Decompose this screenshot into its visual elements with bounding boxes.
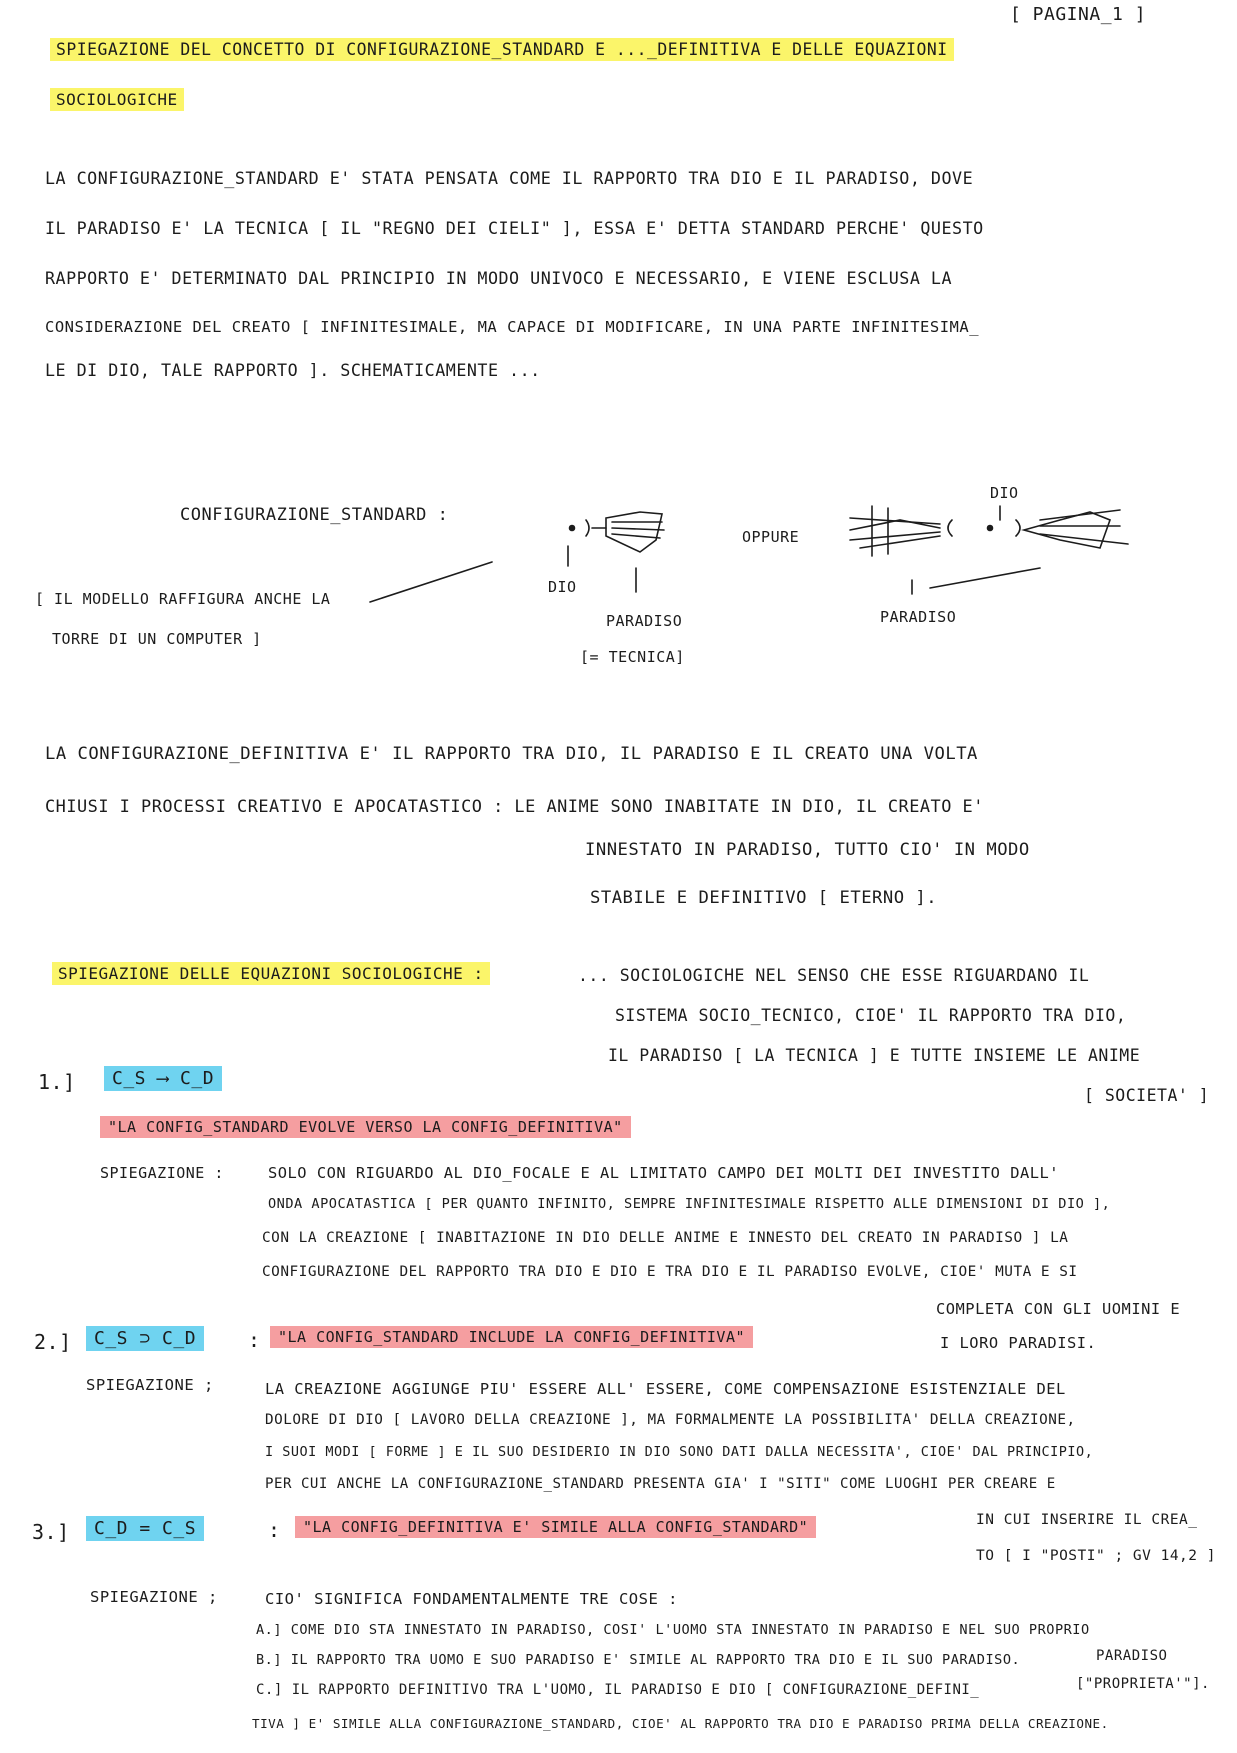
equation-meaning: "LA CONFIG_STANDARD EVOLVE VERSO LA CONFIG_DEFINITIVA" [100, 1116, 631, 1138]
dio-label: DIO [548, 578, 577, 596]
equations-intro-line: IL PARADISO [ LA TECNICA ] E TUTTE INSIEME LE ANIME [608, 1046, 1141, 1065]
explanation-line: CON LA CREAZIONE [ INABITAZIONE IN DIO DELLE ANIME E INNESTO DEL CREATO IN PARADISO ] LA [262, 1230, 1069, 1246]
definitiva-line: LA CONFIGURAZIONE_DEFINITIVA E' IL RAPPORTO TRA DIO, IL PARADISO E IL CREATO UNA VOLTA [45, 744, 978, 764]
intro-line: RAPPORTO E' DETERMINATO DAL PRINCIPIO IN MODO UNIVOCO E NECESSARIO, E VIENE ESCLUSA LA [45, 268, 953, 288]
intro-line: CONSIDERAZIONE DEL CREATO [ INFINITESIMALE, MA CAPACE DI MODIFICARE, IN UNA PARTE INFINITESIMA_ [45, 318, 980, 336]
tecnica-label: [= TECNICA] [580, 648, 685, 666]
explanation-label: SPIEGAZIONE ; [90, 1588, 218, 1606]
oppure-label: OPPURE [742, 528, 800, 546]
intro-line: IL PARADISO E' LA TECNICA [ IL "REGNO DEI CIELI" ], ESSA E' DETTA STANDARD PERCHE' QUESTO [45, 218, 984, 238]
page-title-line1: SPIEGAZIONE DEL CONCETTO DI CONFIGURAZIONE_STANDARD E ..._DEFINITIVA E DELLE EQUAZIONI [50, 38, 954, 61]
explanation-line: PARADISO [1096, 1648, 1168, 1664]
diagram-note-line2: TORRE DI UN COMPUTER ] [52, 630, 262, 648]
intro-line: LA CONFIGURAZIONE_STANDARD E' STATA PENSATA COME IL RAPPORTO TRA DIO E IL PARADISO, DOVE [45, 168, 974, 188]
explanation-label: SPIEGAZIONE ; [86, 1376, 214, 1394]
equations-heading: SPIEGAZIONE DELLE EQUAZIONI SOCIOLOGICHE : [52, 962, 490, 985]
intro-line: LE DI DIO, TALE RAPPORTO ]. SCHEMATICAMENTE ... [45, 360, 541, 380]
explanation-line: PER CUI ANCHE LA CONFIGURAZIONE_STANDARD PRESENTA GIA' I "SITI" COME LUOGHI PER CREARE E [265, 1476, 1056, 1492]
explanation-line: I SUOI MODI [ FORME ] E IL SUO DESIDERIO IN DIO SONO DATI DALLA NECESSITA', CIOE' DAL PRINCIPIO, [265, 1444, 1094, 1460]
equation-colon: : [268, 1518, 281, 1542]
explanation-line: IN CUI INSERIRE IL CREA_ [976, 1512, 1198, 1528]
page-label: [ PAGINA_1 ] [1010, 4, 1147, 25]
equation-formula: C_S ⊃ C_D [86, 1326, 204, 1351]
equations-intro-line: ... SOCIOLOGICHE NEL SENSO CHE ESSE RIGUARDANO IL [578, 966, 1090, 985]
dio-label-2: DIO [990, 484, 1019, 502]
diagram-note-line1: [ IL MODELLO RAFFIGURA ANCHE LA [35, 590, 331, 608]
diagram-label: CONFIGURAZIONE_STANDARD : [180, 505, 449, 525]
paradiso-label-2: PARADISO [880, 608, 957, 626]
explanation-line: CIO' SIGNIFICA FONDAMENTALMENTE TRE COSE : [265, 1590, 678, 1608]
equation-formula: C_S ⟶ C_D [104, 1066, 222, 1091]
equations-intro-line: SISTEMA SOCIO_TECNICO, CIOE' IL RAPPORTO TRA DIO, [615, 1006, 1127, 1025]
explanation-line: COMPLETA CON GLI UOMINI E [936, 1300, 1181, 1318]
paradiso-fan [606, 512, 662, 552]
explanation-line: C.] IL RAPPORTO DEFINITIVO TRA L'UOMO, IL PARADISO E DIO [ CONFIGURAZIONE_DEFINI_ [256, 1682, 980, 1698]
equation-number: 3.] [32, 1520, 70, 1544]
page-title-line2: SOCIOLOGICHE [50, 88, 184, 111]
explanation-line: I LORO PARADISI. [940, 1334, 1097, 1352]
explanation-line: A.] COME DIO STA INNESTATO IN PARADISO, COSI' L'UOMO STA INNESTATO IN PARADISO E NEL SUO PROPRIO [256, 1622, 1090, 1638]
definitiva-line: STABILE E DEFINITIVO [ ETERNO ]. [590, 888, 938, 908]
explanation-line: CONFIGURAZIONE DEL RAPPORTO TRA DIO E DIO E TRA DIO E IL PARADISO EVOLVE, CIOE' MUTA E SI [262, 1264, 1078, 1280]
paradiso-label: PARADISO [606, 612, 683, 630]
explanation-line: B.] IL RAPPORTO TRA UOMO E SUO PARADISO E' SIMILE AL RAPPORTO TRA DIO E IL SUO PARADISO. [256, 1652, 1021, 1668]
equation-formula: C_D = C_S [86, 1516, 204, 1541]
definitiva-line: INNESTATO IN PARADISO, TUTTO CIO' IN MODO [585, 840, 1030, 860]
equation-number: 1.] [38, 1070, 76, 1094]
explanation-line: SOLO CON RIGUARDO AL DIO_FOCALE E AL LIMITATO CAMPO DEI MOLTI DEI INVESTITO DALL' [268, 1164, 1060, 1182]
equation-meaning: "LA CONFIG_STANDARD INCLUDE LA CONFIG_DEFINITIVA" [270, 1326, 753, 1348]
dio-dot [570, 526, 575, 531]
explanation-line: ONDA APOCATASTICA [ PER QUANTO INFINITO, SEMPRE INFINITESIMALE RISPETTO ALLE DIMENSIONI DI DIO ], [268, 1196, 1111, 1212]
equations-intro-line: [ SOCIETA' ] [1084, 1086, 1210, 1105]
explanation-line: TO [ I "POSTI" ; GV 14,2 ] [976, 1548, 1216, 1564]
equation-colon: : [248, 1328, 261, 1352]
explanation-label: SPIEGAZIONE : [100, 1164, 224, 1182]
dio-bracket [586, 520, 589, 536]
definitiva-line: CHIUSI I PROCESSI CREATIVO E APOCATASTICO : LE ANIME SONO INABITATE IN DIO, IL CREATO E' [45, 796, 984, 816]
explanation-line: ["PROPRIETA'"]. [1076, 1676, 1210, 1692]
explanation-line: LA CREAZIONE AGGIUNGE PIU' ESSERE ALL' ESSERE, COME COMPENSAZIONE ESISTENZIALE DEL [265, 1380, 1066, 1398]
equation-meaning: "LA CONFIG_DEFINITIVA E' SIMILE ALLA CONFIG_STANDARD" [295, 1516, 816, 1538]
equation-number: 2.] [34, 1330, 72, 1354]
connector-line [370, 562, 492, 602]
explanation-line: DOLORE DI DIO [ LAVORO DELLA CREAZIONE ], MA FORMALMENTE LA POSSIBILITA' DELLA CREAZIONE, [265, 1412, 1076, 1428]
explanation-line: TIVA ] E' SIMILE ALLA CONFIGURAZIONE_STANDARD, CIOE' AL RAPPORTO TRA DIO E PARADISO PRIMA DELLA CREAZIONE. [252, 1716, 1109, 1731]
dio-dot-2 [988, 526, 993, 531]
